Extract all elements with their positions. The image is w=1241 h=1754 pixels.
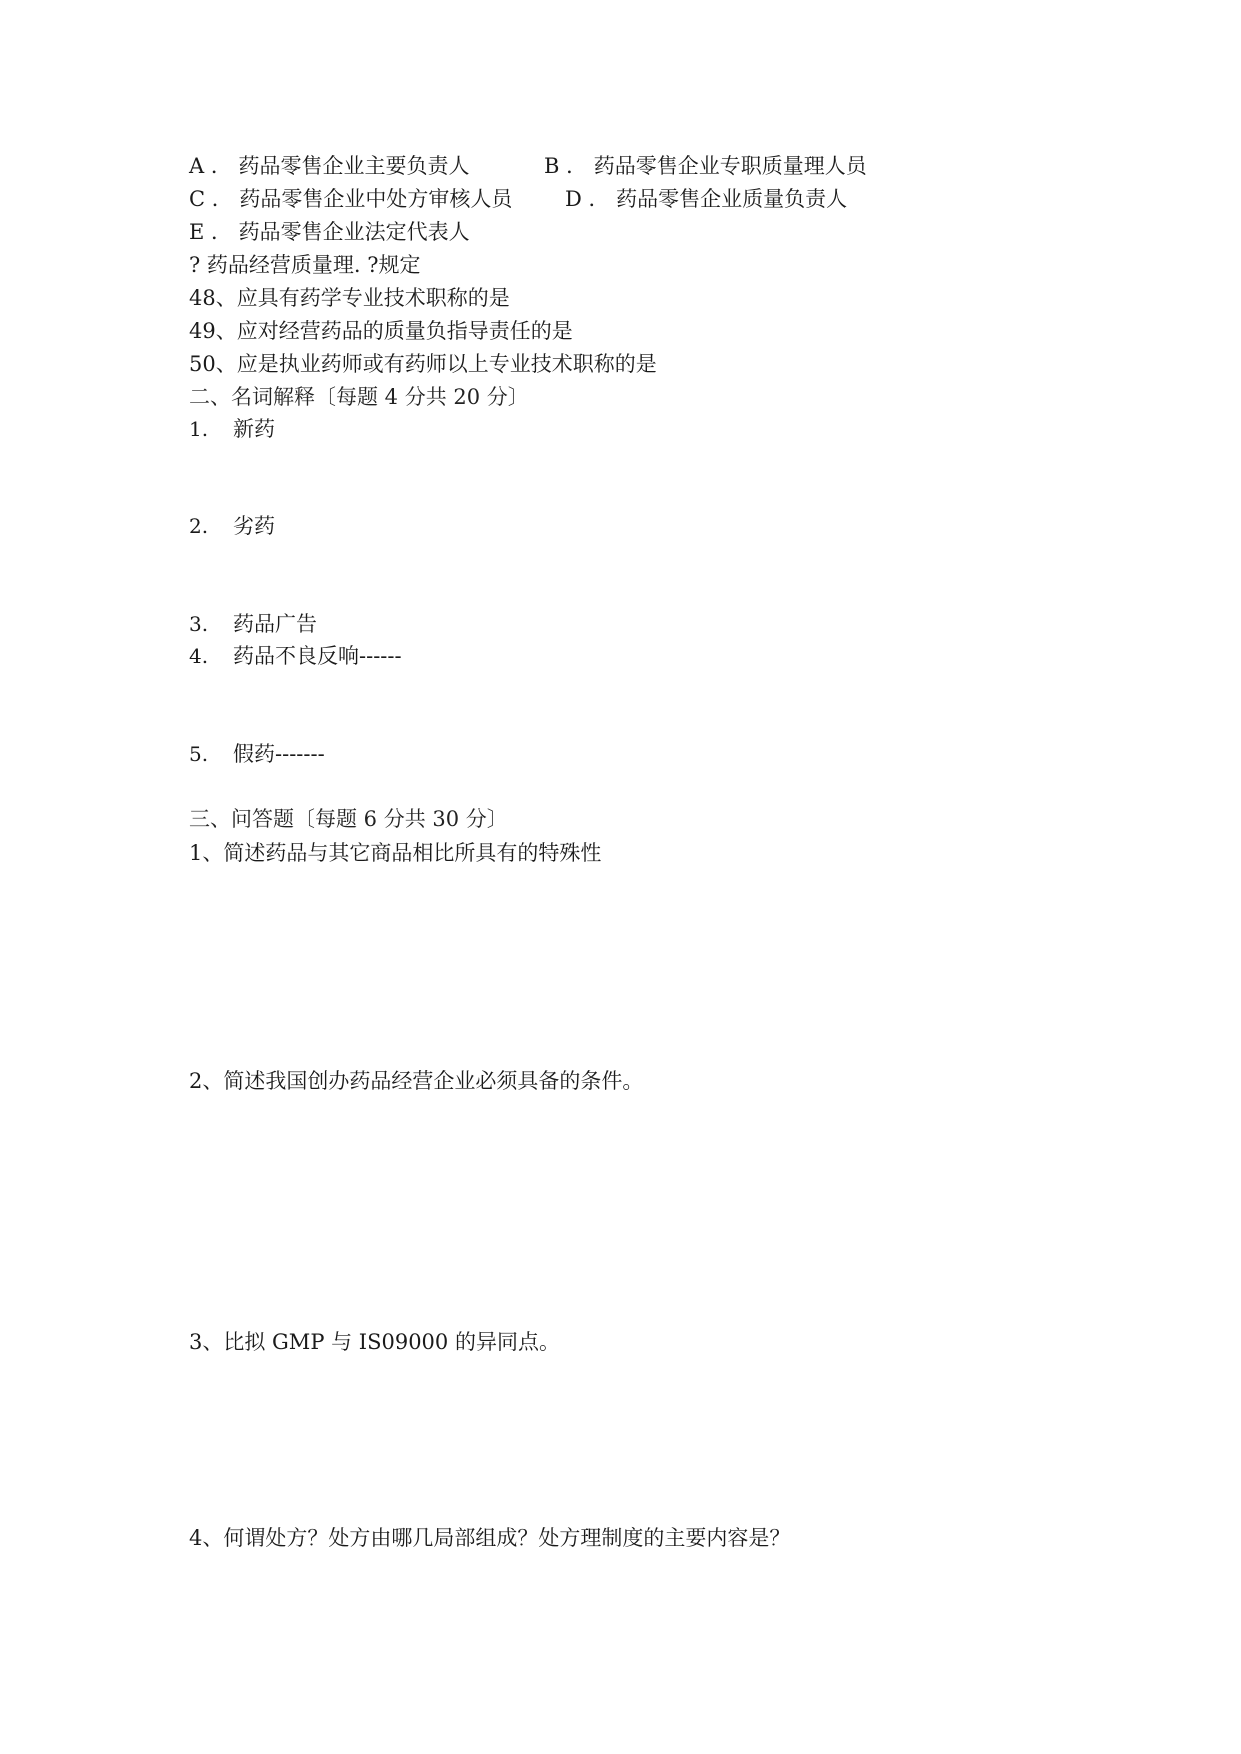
option-e: E ． 药品零售企业法定代表人 <box>189 220 470 244</box>
question-48: 48、应具有药学专业技术职称的是 <box>189 286 510 310</box>
option-d: D ． 药品零售企业质量负责人 <box>565 187 848 211</box>
short-answer-question-1: 1、简述药品与其它商品相比所具有的特殊性 <box>189 841 602 865</box>
short-answer-question-2: 2、简述我国创办药品经营企业必须具备的条件。 <box>189 1069 644 1093</box>
section2-heading: 二、名词解释〔每题 4 分共 20 分〕 <box>189 385 529 409</box>
term-number: 3. <box>189 612 209 636</box>
section3-heading: 三、问答题〔每题 6 分共 30 分〕 <box>189 807 508 831</box>
option-b: B ． 药品零售企业专职质量理人员 <box>544 154 867 178</box>
term-text: 劣药 <box>233 514 275 538</box>
option-a: A ． 药品零售企业主要负责人 <box>189 154 470 178</box>
term-text: 药品不良反响------ <box>233 644 402 668</box>
term-number: 1. <box>189 417 209 441</box>
short-answer-question-3: 3、比拟 GMP 与 IS09000 的异同点。 <box>189 1330 560 1354</box>
question-50: 50、应是执业药师或有药师以上专业技术职称的是 <box>189 352 657 376</box>
short-answer-question-4: 4、何谓处方？处方由哪几局部组成？处方理制度的主要内容是？ <box>189 1526 791 1550</box>
term-number: 2. <box>189 514 209 538</box>
term-number: 4. <box>189 644 209 668</box>
question-49: 49、应对经营药品的质量负指导责任的是 <box>189 319 573 343</box>
option-c: C ． 药品零售企业中处方审核人员 <box>189 187 513 211</box>
term-text: 药品广告 <box>233 612 317 636</box>
term-text: 假药------- <box>233 742 325 766</box>
question-group-title: ? 药品经营质量理. ?规定 <box>189 253 421 277</box>
term-number: 5. <box>189 742 209 766</box>
term-text: 新药 <box>233 417 275 441</box>
